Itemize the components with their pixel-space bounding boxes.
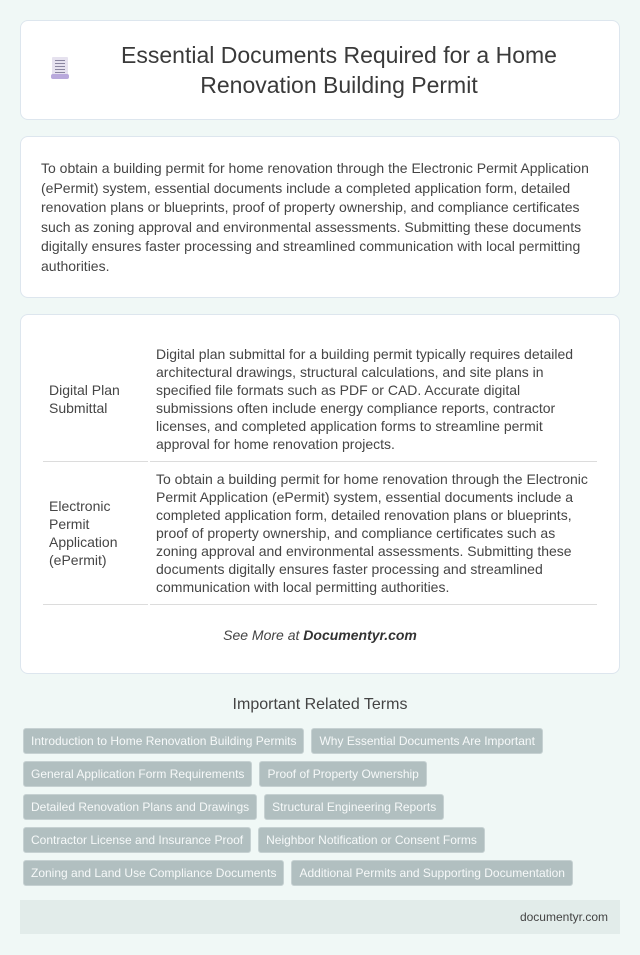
footer xyxy=(20,900,620,934)
document-scroll-icon xyxy=(51,57,69,79)
footer-site[interactable]: documentyr.com xyxy=(519,910,608,924)
page-title: Essential Documents Required for a Home Renovation Building Permit xyxy=(121,42,557,98)
table-row xyxy=(43,337,597,462)
related-term-tag[interactable]: Additional Permits and Supporting Documentation xyxy=(291,860,573,886)
see-more-prefix: See More at xyxy=(223,627,304,643)
see-more xyxy=(41,627,599,643)
description-cell: To obtain a building permit for home renovation through the Electronic Permit Application (ePermit) system, essential documents include a completed application form, detailed renovation plans or blueprints, proof of property ownership, and compliance certificates such as zoning approval and environmental assessments. Submitting these documents digitally ensures faster processing and streamlined communication with local permitting authorities. xyxy=(150,462,597,605)
related-term-tag[interactable]: Neighbor Notification or Consent Forms xyxy=(258,827,485,853)
terms-table xyxy=(41,337,599,605)
header-card xyxy=(20,20,620,120)
related-terms-list xyxy=(20,728,620,886)
summary-card xyxy=(20,136,620,298)
related-term-tag[interactable]: General Application Form Requirements xyxy=(23,761,252,787)
related-term-tag[interactable]: Detailed Renovation Plans and Drawings xyxy=(23,794,257,820)
related-term-tag[interactable]: Introduction to Home Renovation Building Permits xyxy=(23,728,304,754)
related-term-tag[interactable]: Contractor License and Insurance Proof xyxy=(23,827,251,853)
related-term-tag[interactable]: Zoning and Land Use Compliance Documents xyxy=(23,860,284,886)
table-row xyxy=(43,462,597,605)
terms-table-card xyxy=(20,314,620,674)
summary-text: To obtain a building permit for home renovation through the Electronic Permit Application (ePermit) system, essential documents include a completed application form, detailed renovation plans or blueprints, proof of property ownership, and compliance certificates such as zoning approval and environmental assessments. Submitting these documents digitally ensures faster processing and streamlined communication with local permitting authorities. xyxy=(41,160,589,274)
related-term-tag[interactable]: Structural Engineering Reports xyxy=(264,794,444,820)
related-terms-title: Important Related Terms xyxy=(232,696,408,713)
related-term-tag[interactable]: Why Essential Documents Are Important xyxy=(311,728,542,754)
term-cell: Digital Plan Submittal xyxy=(43,337,148,462)
term-cell: Electronic Permit Application (ePermit) xyxy=(43,462,148,605)
description-cell: Digital plan submittal for a building permit typically requires detailed architectural drawings, structural calculations, and site plans in specified file formats such as PDF or CAD. Accurate digital submissions often include energy compliance reports, contractor licenses, and completed application forms to streamline permit approval for home renovation projects. xyxy=(150,337,597,462)
related-term-tag[interactable]: Proof of Property Ownership xyxy=(259,761,426,787)
see-more-link[interactable]: Documentyr.com xyxy=(303,627,417,643)
